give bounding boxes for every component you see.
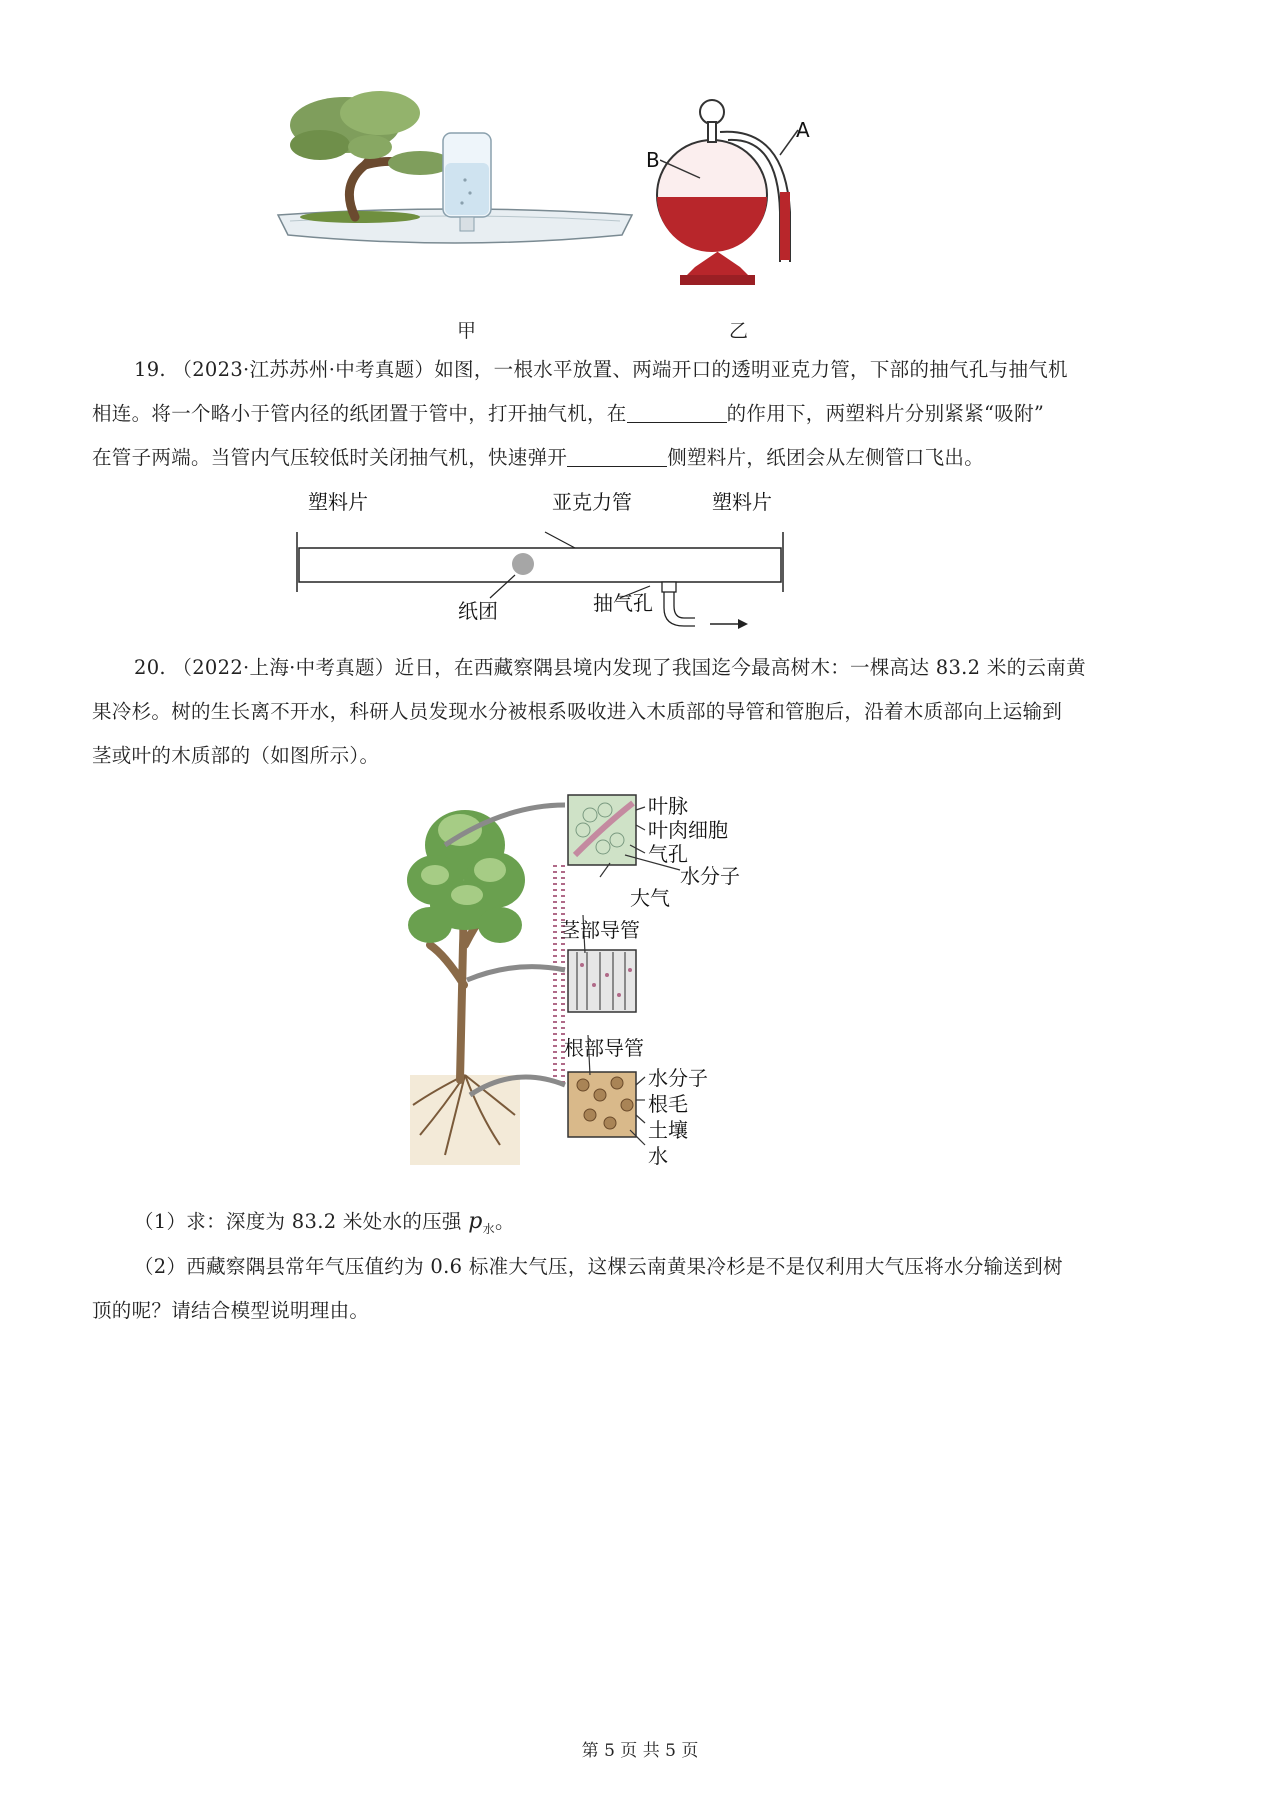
label-plastic-left: 塑料片 (308, 490, 368, 514)
q20-sub1 (134, 1200, 515, 1251)
q19-number: 19. (134, 358, 166, 381)
q20-sub1-end: 。 (494, 1210, 515, 1233)
q19-text-3a: 在管子两端。当管内气压较低时关闭抽气机，快速弹开 (92, 446, 568, 469)
q20-line1 (134, 646, 1086, 690)
figure-label-yi: 乙 (729, 320, 749, 342)
q19-text-3b: 侧塑料片，纸团会从左侧管口飞出。 (667, 446, 985, 469)
label-plastic-right: 塑料片 (712, 490, 772, 514)
label-water: 水 (648, 1144, 668, 1168)
q19-line1 (134, 348, 1068, 392)
q19-source: （2023·江苏苏州·中考真题） (172, 358, 435, 381)
label-vent-hole: 抽气孔 (593, 591, 653, 615)
q19-text-2a: 相连。将一个略小于管内径的纸团置于管中，打开抽气机，在 (92, 402, 627, 425)
q19-text-1: 如图，一根水平放置、两端开口的透明亚克力管，下部的抽气孔与抽气机 (434, 358, 1068, 381)
label-atmosphere: 大气 (630, 886, 670, 910)
q20-sub1-subscript: 水 (482, 1221, 495, 1236)
label-water-molecule-top: 水分子 (680, 864, 740, 888)
label-mesophyll: 叶肉细胞 (648, 818, 728, 842)
q19-line2 (92, 392, 1044, 436)
q19-blank-2[interactable] (567, 447, 667, 468)
q19-line3 (92, 436, 984, 480)
label-leaf-vein: 叶脉 (648, 794, 688, 818)
label-water-molecule-bottom: 水分子 (648, 1066, 708, 1090)
page-footer: 第 5 页 共 5 页 (581, 1741, 699, 1761)
q19-blank-1[interactable] (627, 403, 727, 424)
label-acrylic-tube: 亚克力管 (552, 490, 632, 514)
label-B: B (646, 148, 660, 172)
figure-acrylic-tube (290, 520, 810, 640)
figure-label-jia: 甲 (457, 320, 477, 342)
q20-sub2-text-1: （2）西藏察隅县常年气压值约为 0.6 标准大气压，这棵云南黄果冷杉是不是仅利用大气压将水分输送到树 (134, 1255, 1063, 1278)
q19-text-2b: 的作用下，两塑料片分别紧紧“吸附” (726, 402, 1045, 425)
label-root-hair: 根毛 (648, 1092, 688, 1116)
q20-sub2-line2 (92, 1289, 369, 1333)
q20-text-1: 近日，在西藏察隅县境内发现了我国迄今最高树木：一棵高达 83.2 米的云南黄 (394, 656, 1086, 679)
q20-text-3: 茎或叶的木质部的（如图所示）。 (92, 744, 380, 767)
q20-number: 20. (134, 656, 166, 679)
q20-sub1-text: （1）求：深度为 83.2 米处水的压强 (134, 1210, 462, 1233)
label-stoma: 气孔 (648, 842, 688, 866)
leader-lines-ab (660, 120, 810, 180)
q20-line2 (92, 690, 1062, 734)
label-paper-ball: 纸团 (458, 599, 498, 623)
q20-sub2-line1 (134, 1245, 1063, 1289)
label-A: A (796, 118, 810, 142)
q20-text-2: 果冷杉。树的生长离不开水，科研人员发现水分被根系吸收进入木质部的导管和管胞后，沿着木质部向上运输到 (92, 700, 1063, 723)
q20-sub2-text-2: 顶的呢？请结合模型说明理由。 (92, 1299, 370, 1322)
q20-sub1-var: p (468, 1209, 483, 1234)
label-soil: 土壤 (648, 1118, 688, 1142)
q20-source: （2022·上海·中考真题） (172, 656, 395, 679)
label-root-vessel: 根部导管 (564, 1036, 644, 1060)
q20-line3 (92, 734, 379, 778)
figure-bonsai-bottle (270, 85, 640, 295)
label-stem-vessel: 茎部导管 (560, 918, 640, 942)
